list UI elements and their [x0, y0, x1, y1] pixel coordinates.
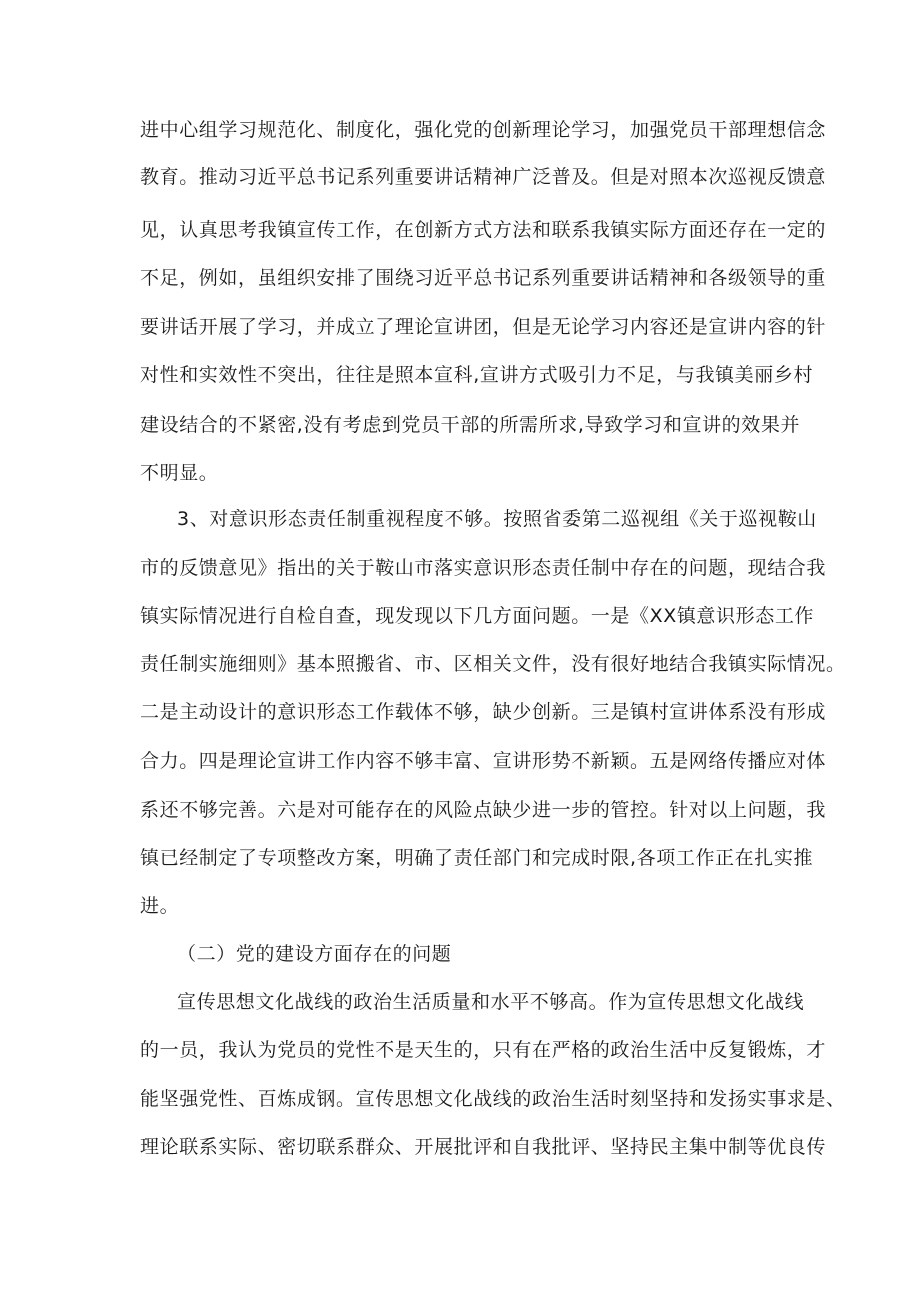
- paragraph-line: 要讲话开展了学习，并成立了理论宣讲团，但是无论学习内容还是宣讲内容的针: [140, 316, 827, 338]
- paragraph-line: 市的反馈意见》指出的关于鞍山市落实意识形态责任制中存在的问题，现结合我: [140, 557, 827, 579]
- paragraph-line: 宣传思想文化战线的政治生活质量和水平不够高。作为宣传思想文化战线: [177, 991, 805, 1013]
- paragraph-line: 进。: [140, 895, 180, 917]
- paragraph-line: 责任制实施细则》基本照搬省、市、区相关文件，没有很好地结合我镇实际情况。: [140, 653, 846, 675]
- paragraph-line: 的一员，我认为党员的党性不是天生的，只有在严格的政治生活中反复锻炼，才: [140, 1039, 827, 1061]
- paragraph-line: 见，认真思考我镇宣传工作，在创新方式方法和联系我镇实际方面还存在一定的: [140, 219, 827, 241]
- section-heading: （二）党的建设方面存在的问题: [177, 943, 452, 965]
- paragraph-line: 能坚强党性、百炼成钢。宣传思想文化战线的政治生活时刻坚持和发扬实事求是、: [140, 1088, 846, 1110]
- paragraph-line: 系还不够完善。六是对可能存在的风险点缺少进一步的管控。针对以上问题，我: [140, 799, 827, 821]
- paragraph-line: 镇实际情况进行自检自查，现发现以下几方面问题。一是《XX镇意识形态工作: [140, 605, 815, 627]
- paragraph-line: 不足，例如，虽组织安排了围绕习近平总书记系列重要讲话精神和各级领导的重: [140, 267, 827, 289]
- paragraph-line: 进中心组学习规范化、制度化，强化党的创新理论学习，加强党员干部理想信念: [140, 119, 827, 141]
- paragraph-line: 建设结合的不紧密,没有考虑到党员干部的所需所求,导致学习和宣讲的效果并: [140, 414, 801, 436]
- paragraph-line: 镇已经制定了专项整改方案，明确了责任部门和完成时限,各项工作正在扎实推: [140, 847, 814, 869]
- paragraph-line: 合力。四是理论宣讲工作内容不够丰富、宣讲形势不新颖。五是网络传播应对体: [140, 750, 827, 772]
- paragraph-line: 二是主动设计的意识形态工作载体不够，缺少创新。三是镇村宣讲体系没有形成: [140, 701, 827, 723]
- paragraph-line: 不明显。: [140, 462, 219, 484]
- paragraph-line: 理论联系实际、密切联系群众、开展批评和自我批评、坚持民主集中制等优良传: [140, 1136, 827, 1158]
- paragraph-line: 3、对意识形态责任制重视程度不够。按照省委第二巡视组《关于巡视鞍山: [177, 508, 817, 530]
- paragraph-line: 教育。推动习近平总书记系列重要讲话精神广泛普及。但是对照本次巡视反馈意: [140, 166, 827, 188]
- paragraph-line: 对性和实效性不突出，往往是照本宣科,宣讲方式吸引力不足，与我镇美丽乡村: [140, 364, 814, 386]
